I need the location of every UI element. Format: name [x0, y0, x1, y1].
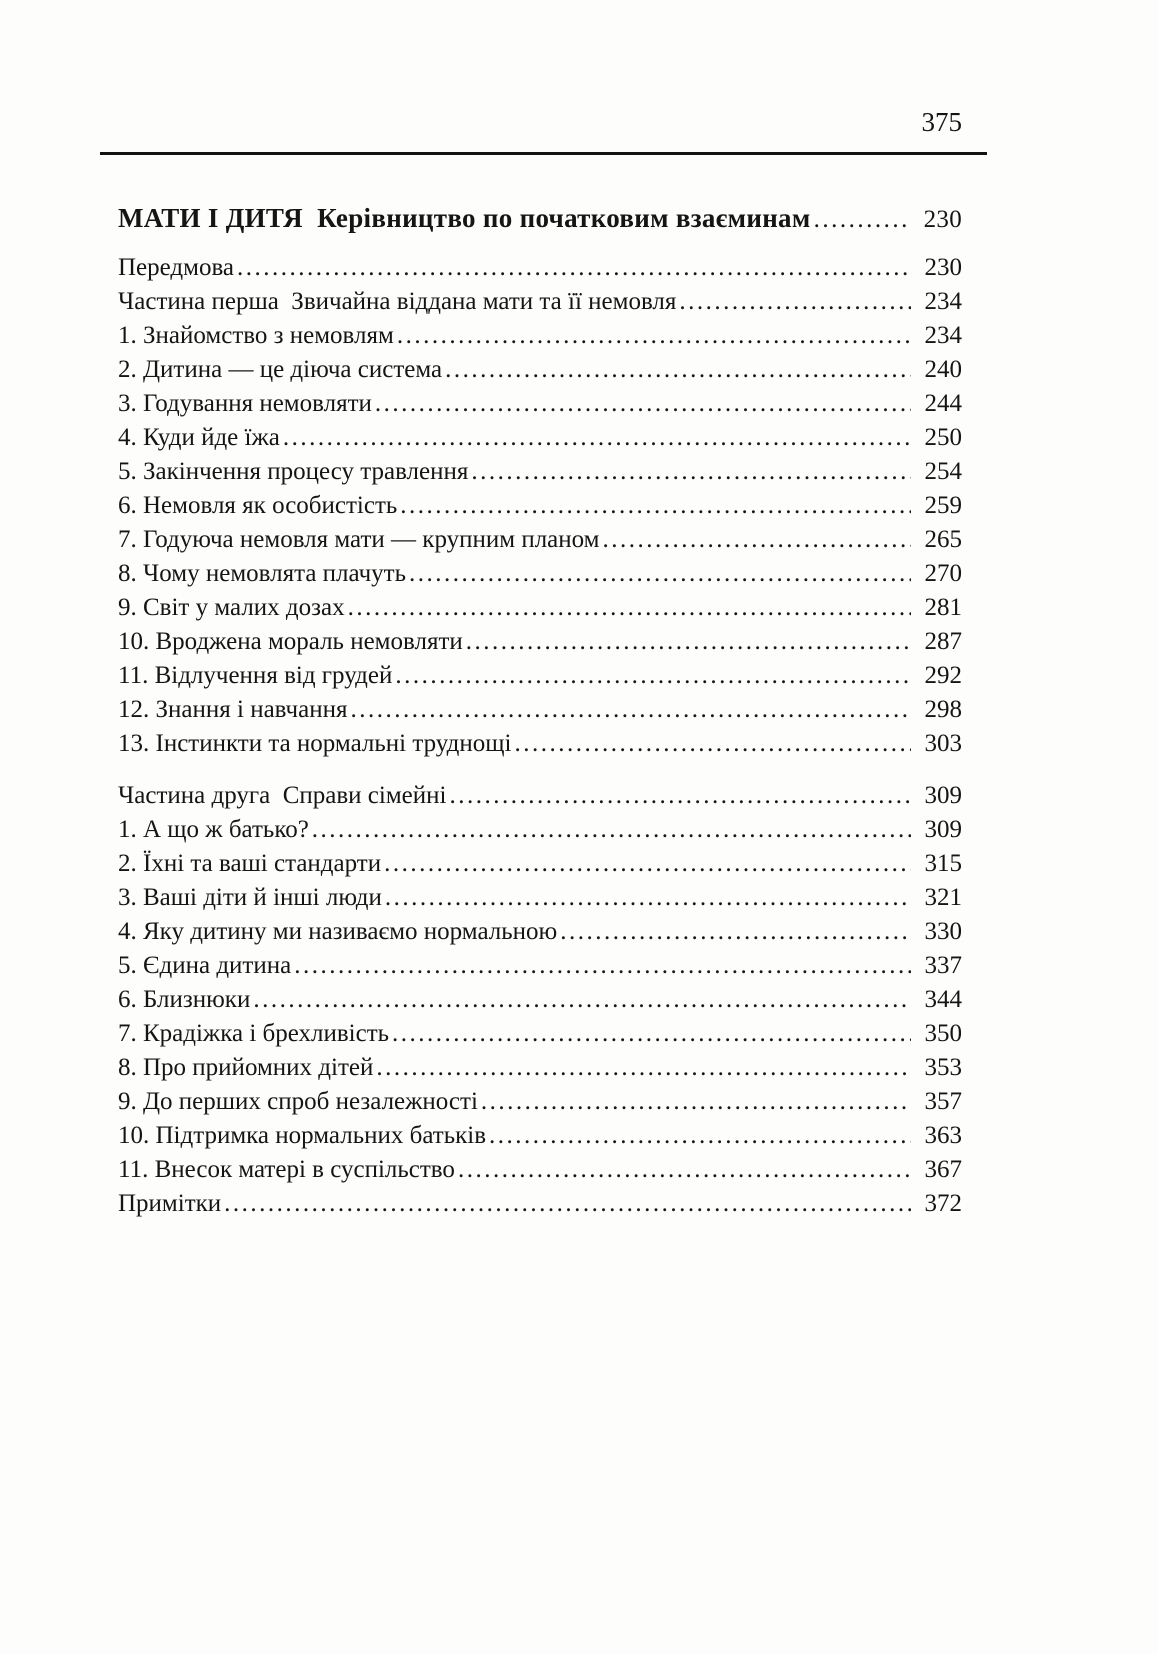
toc-entry: [118, 319, 962, 353]
dot-leader: [375, 387, 911, 421]
toc-entry-label: 8. Про прийомних дітей: [118, 1054, 374, 1081]
dot-leader: [409, 557, 911, 591]
toc-group-1: [118, 251, 962, 761]
toc-entry: [118, 813, 962, 847]
dot-leader: [397, 319, 911, 353]
dot-leader: [348, 591, 911, 625]
toc-entry: [118, 1085, 962, 1119]
toc-entry-page: 244: [924, 390, 962, 417]
toc-entry-page: 350: [924, 1020, 962, 1047]
toc-group-2: [118, 779, 962, 1221]
page-header: [118, 0, 962, 138]
toc-entry-page: 372: [924, 1190, 962, 1217]
dot-leader: [312, 813, 911, 847]
toc-entry-page: 309: [924, 816, 962, 843]
toc-entry-label: Примітки: [118, 1190, 222, 1217]
toc-entry-label: 10. Вроджена мораль немовляти: [118, 628, 463, 655]
toc-entry-label: 12. Знання і навчання: [118, 696, 348, 723]
toc-entry: [118, 1119, 962, 1153]
toc-entry-page: 303: [924, 730, 962, 757]
toc-entry-page: 367: [924, 1156, 962, 1183]
toc-entry-page: 230: [924, 254, 962, 281]
toc-groups: [118, 251, 962, 1221]
table-of-contents: [118, 201, 962, 1221]
toc-entry-page: 259: [924, 492, 962, 519]
toc-entry: [118, 285, 962, 319]
toc-entry: [118, 1187, 962, 1221]
dot-leader: [384, 847, 911, 881]
toc-entry-label: Передмова: [118, 254, 235, 281]
toc-entry-page: 292: [924, 662, 962, 689]
toc-entry: [118, 489, 962, 523]
toc-heading-row: [118, 201, 962, 237]
toc-entry-label: 6. Близнюки: [118, 986, 251, 1013]
toc-entry-page: 315: [924, 850, 962, 877]
toc-entry-page: 254: [924, 458, 962, 485]
toc-entry-label: 7. Годуюча немовля мати — крупним планом: [118, 526, 600, 553]
toc-entry: [118, 659, 962, 693]
toc-entry: [118, 1051, 962, 1085]
toc-entry: [118, 779, 962, 813]
toc-entry-label: 2. Їхні та ваші стандарти: [118, 850, 382, 877]
dot-leader: [514, 727, 911, 761]
toc-entry: [118, 1017, 962, 1051]
header-rule: [100, 152, 987, 155]
toc-entry: [118, 983, 962, 1017]
toc-entry-label: Частина друга Справи сімейні: [118, 782, 447, 809]
dot-leader: [603, 523, 912, 557]
dot-leader: [481, 1085, 911, 1119]
toc-entry: [118, 1153, 962, 1187]
dot-leader: [471, 455, 911, 489]
toc-heading-page: 230: [923, 206, 962, 233]
toc-entry: [118, 915, 962, 949]
dot-leader: [350, 693, 911, 727]
toc-entry-page: 357: [924, 1088, 962, 1115]
toc-entry: [118, 591, 962, 625]
toc-entry-page: 309: [924, 782, 962, 809]
page-content: [118, 0, 962, 1221]
dot-leader: [445, 353, 911, 387]
toc-entry-page: 234: [924, 322, 962, 349]
dot-leader: [224, 1187, 911, 1221]
toc-entry-label: 13. Інстинкти та нормальні труднощі: [118, 730, 512, 757]
toc-entry: [118, 693, 962, 727]
toc-entry-label: 3. Ваші діти й інші люди: [118, 884, 382, 911]
dot-leader: [458, 1153, 911, 1187]
toc-entry: [118, 847, 962, 881]
dot-leader: [237, 251, 911, 285]
toc-heading-label: МАТИ І ДИТЯ Керівництво по початковим взаєминам: [118, 203, 811, 233]
toc-entry-label: 8. Чому немовлята плачуть: [118, 560, 407, 587]
toc-entry: [118, 455, 962, 489]
toc-entry: [118, 557, 962, 591]
dot-leader: [294, 949, 911, 983]
toc-entry-page: 240: [924, 356, 962, 383]
toc-entry: [118, 353, 962, 387]
toc-entry-page: 270: [924, 560, 962, 587]
dot-leader: [400, 489, 911, 523]
toc-entry-label: 10. Підтримка нормальних батьків: [118, 1122, 487, 1149]
dot-leader: [489, 1119, 911, 1153]
page-number: 375: [921, 107, 962, 137]
dot-leader: [679, 285, 911, 319]
toc-entry-page: 321: [924, 884, 962, 911]
toc-entry-label: 11. Відлучення від грудей: [118, 662, 393, 689]
dot-leader: [283, 421, 911, 455]
toc-entry-label: 1. Знайомство з немовлям: [118, 322, 394, 349]
dot-leader: [253, 983, 911, 1017]
toc-entry: [118, 523, 962, 557]
toc-entry-label: 9. До перших спроб незалежності: [118, 1088, 478, 1115]
toc-entry: [118, 421, 962, 455]
toc-entry-page: 234: [924, 288, 962, 315]
dot-leader: [392, 1017, 911, 1051]
toc-entry-label: 2. Дитина — це діюча система: [118, 356, 443, 383]
toc-entry: [118, 387, 962, 421]
toc-entry-label: 5. Єдина дитина: [118, 952, 292, 979]
toc-entry-page: 298: [924, 696, 962, 723]
toc-entry-page: 363: [924, 1122, 962, 1149]
toc-entry-page: 265: [924, 526, 962, 553]
toc-entry-page: 250: [924, 424, 962, 451]
dot-leader: [395, 659, 911, 693]
dot-leader: [385, 881, 911, 915]
toc-entry-page: 281: [924, 594, 962, 621]
dot-leader: [814, 201, 911, 237]
toc-entry-label: 7. Крадіжка і брехливість: [118, 1020, 390, 1047]
toc-entry-label: 6. Немовля як особистість: [118, 492, 398, 519]
toc-entry-page: 330: [924, 918, 962, 945]
toc-entry: [118, 251, 962, 285]
toc-entry-page: 344: [924, 986, 962, 1013]
toc-entry-label: 4. Куди йде їжа: [118, 424, 280, 451]
dot-leader: [449, 779, 911, 813]
dot-leader: [560, 915, 911, 949]
toc-entry-label: 11. Внесок матері в суспільство: [118, 1156, 455, 1183]
dot-leader: [466, 625, 911, 659]
toc-entry-label: 5. Закінчення процесу травлення: [118, 458, 469, 485]
toc-entry: [118, 727, 962, 761]
toc-entry-label: 3. Годування немовляти: [118, 390, 372, 417]
toc-entry: [118, 625, 962, 659]
dot-leader: [376, 1051, 911, 1085]
toc-entry-label: 1. А що ж батько?: [118, 816, 309, 843]
toc-entry: [118, 949, 962, 983]
toc-entry-page: 287: [924, 628, 962, 655]
toc-entry-label: 9. Світ у малих дозах: [118, 594, 345, 621]
toc-entry-page: 353: [924, 1054, 962, 1081]
toc-entry-label: Частина перша Звичайна віддана мати та її немовля: [118, 288, 677, 315]
toc-entry-page: 337: [924, 952, 962, 979]
toc-entry: [118, 881, 962, 915]
toc-entry-label: 4. Яку дитину ми називаємо нормальною: [118, 918, 558, 945]
